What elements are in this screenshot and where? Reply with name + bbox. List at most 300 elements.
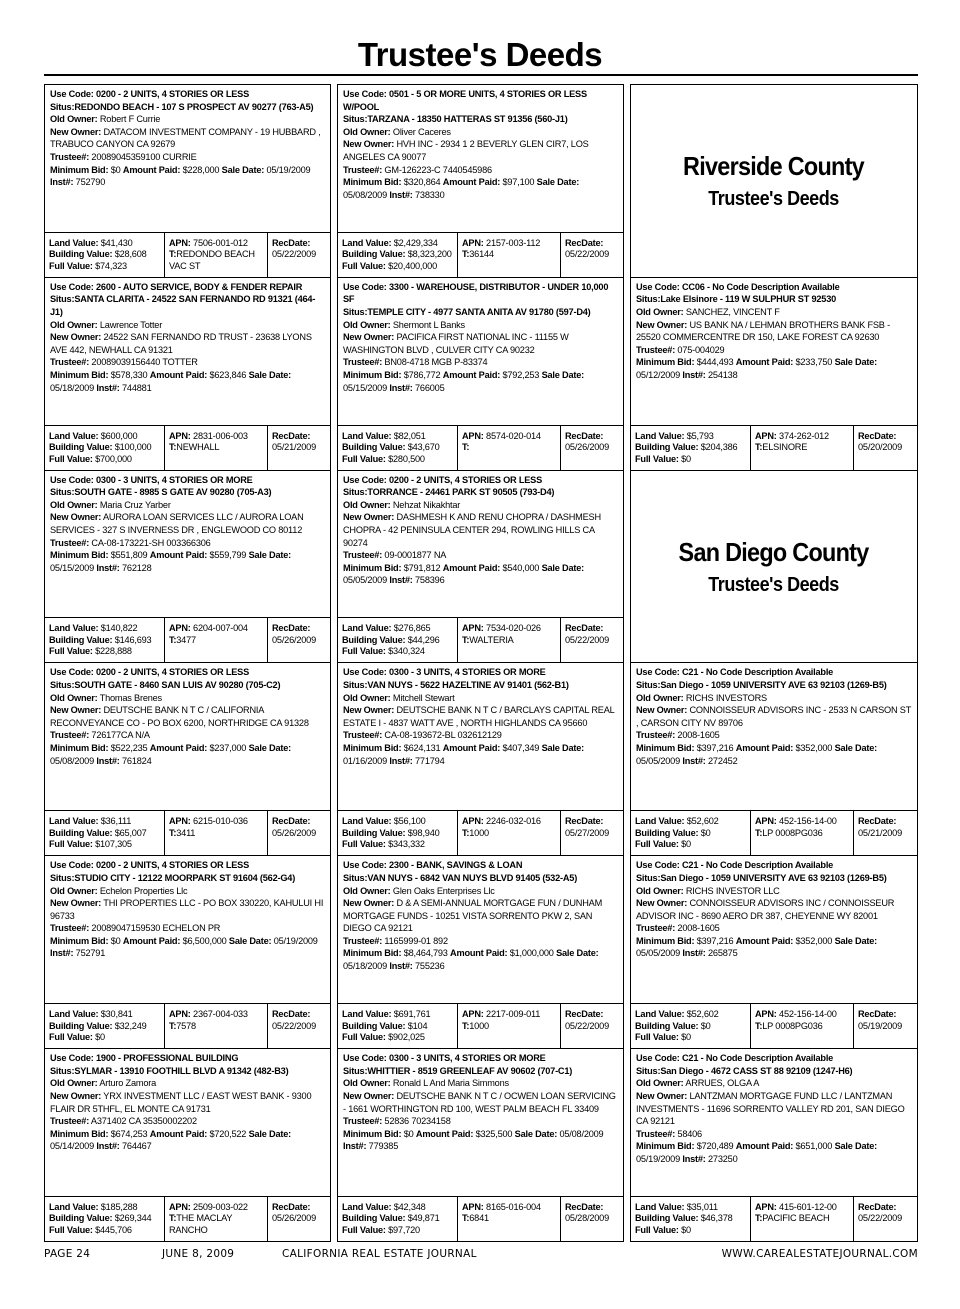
min-bid-value: $720,489	[696, 1141, 734, 1152]
old-owner-label: Old Owner:	[343, 692, 391, 703]
sale-date-label: Sale Date:	[536, 177, 580, 188]
land-value: $41,430	[100, 237, 133, 248]
tract-value: ELSINORE	[762, 442, 808, 453]
recdate-cell	[268, 618, 330, 662]
record-values	[338, 425, 623, 470]
min-bid-value: $674,253	[110, 1128, 148, 1139]
old-owner-value: Mitchell Stewart	[392, 692, 455, 703]
min-bid-value: $0	[110, 935, 121, 946]
values-cell	[45, 426, 165, 470]
recdate-cell	[561, 233, 623, 277]
amount-paid-label: Amount Paid:	[415, 1128, 474, 1139]
trustee-value: 20089045359100 CURRIE	[91, 151, 197, 162]
column-2	[337, 84, 624, 1242]
use-code-value: 2300 - BANK, SAVINGS & LOAN	[389, 860, 523, 871]
new-owner-value: 24522 SAN FERNANDO RD TRUST - 23638 LYONS AVE 442, NEWHALL CA 91321	[50, 332, 312, 355]
record-values	[338, 232, 623, 277]
county-subtitle: Trustee's Deeds	[708, 573, 840, 596]
old-owner-value: ARRUES, OLGA A	[685, 1078, 760, 1089]
old-owner-label: Old Owner:	[636, 885, 684, 896]
record-values	[45, 1003, 330, 1048]
deed-record	[630, 277, 918, 471]
building-value: $49,871	[407, 1213, 440, 1224]
min-bid-label: Minimum Bid:	[343, 1128, 402, 1139]
sale-date-value: 01/16/2009	[343, 755, 387, 766]
use-code-label: Use Code:	[50, 89, 94, 99]
amount-paid-value: $228,000	[182, 164, 220, 175]
recdate-cell	[268, 1004, 330, 1048]
building-value: $46,378	[700, 1213, 733, 1224]
record-details	[338, 471, 623, 618]
full-value-label: Full Value:	[342, 453, 386, 464]
old-owner-label: Old Owner:	[50, 319, 98, 330]
record-details	[45, 85, 330, 232]
use-code-label: Use Code:	[343, 89, 387, 99]
apn-cell	[458, 618, 561, 662]
county-header-riverside	[630, 84, 918, 278]
full-value: $340,324	[388, 646, 425, 657]
new-owner-value: THI PROPERTIES LLC - PO BOX 330220, KAHULUI HI 96733	[50, 898, 324, 921]
old-owner-label: Old Owner:	[343, 499, 391, 510]
min-bid-value: $397,216	[696, 935, 734, 946]
sale-date-label: Sale Date:	[221, 164, 265, 175]
recdate-label: RecDate:	[272, 623, 311, 634]
inst-label: Inst#:	[682, 755, 706, 766]
recdate-value: 05/22/2009	[565, 249, 609, 260]
county-subtitle: Trustee's Deeds	[708, 187, 840, 210]
recdate-cell	[561, 618, 623, 662]
situs-value: TEMPLE CITY - 4977 SANTA ANITA AV 91780 (597-D4)	[367, 307, 591, 318]
use-code-value: C21 - No Code Description Available	[682, 860, 834, 871]
situs-label: Situs:	[343, 114, 368, 125]
sale-date-label: Sale Date:	[834, 357, 878, 368]
min-bid-label: Minimum Bid:	[343, 177, 402, 188]
new-owner-value: DASHMESH K AND RENU CHOPRA / DASHMESH CHOPRA - 42 PENINSULA CENTER 294, ROWLING HILLS CA 90274	[343, 512, 601, 548]
tract-label: T:	[462, 442, 470, 453]
amount-paid-value: $237,000	[209, 743, 247, 754]
values-cell	[338, 233, 458, 277]
building-value: $98,940	[407, 827, 440, 838]
min-bid-value: $624,131	[403, 743, 441, 754]
values-cell	[338, 618, 458, 662]
apn-value: 374-262-012	[779, 430, 829, 441]
record-values	[45, 1196, 330, 1241]
situs-value: STUDIO CITY - 12122 MOORPARK ST 91604 (562-G4)	[74, 872, 296, 883]
sale-date-value: 05/19/2009	[636, 1153, 680, 1164]
situs-label: Situs:	[343, 680, 368, 691]
inst-label: Inst#:	[682, 1153, 706, 1164]
recdate-label: RecDate:	[858, 1009, 897, 1020]
amount-paid-label: Amount Paid:	[442, 743, 501, 754]
building-value-label: Building Value:	[635, 442, 699, 453]
tract-label: T:	[462, 827, 470, 838]
full-value-label: Full Value:	[342, 260, 386, 271]
new-owner-value: YRX INVESTMENT LLC / EAST WEST BANK - 9300 FLAIR DR 5THFL, EL MONTE CA 91731	[50, 1090, 312, 1114]
full-value-label: Full Value:	[49, 839, 93, 850]
sale-date-label: Sale Date:	[834, 935, 878, 946]
amount-paid-label: Amount Paid:	[149, 369, 208, 380]
values-cell	[631, 1004, 751, 1048]
tract-value: THE MACLAY RANCHO	[169, 1213, 233, 1235]
inst-label: Inst#:	[50, 177, 74, 188]
inst-label: Inst#:	[389, 575, 413, 586]
sale-date-label: Sale Date:	[248, 369, 292, 380]
sale-date-value: 05/15/2009	[343, 382, 387, 393]
land-value-label: Land Value:	[49, 430, 99, 441]
land-value-label: Land Value:	[635, 1009, 685, 1020]
apn-cell	[165, 233, 268, 277]
inst-label: Inst#:	[682, 948, 706, 959]
recdate-cell	[268, 811, 330, 855]
situs-value: San Diego - 1059 UNIVERSITY AVE 63 92103 (1269-B5)	[660, 872, 887, 883]
trustee-label: Trustee#:	[636, 344, 676, 355]
apn-value: 2157-003-112	[486, 237, 541, 248]
apn-label: APN:	[462, 816, 484, 827]
column-3	[630, 84, 918, 1242]
tract-value: WALTERIA	[469, 634, 514, 645]
amount-paid-label: Amount Paid:	[735, 1141, 794, 1152]
new-owner-value: DEUTSCHE BANK N T C / BARCLAYS CAPITAL REAL ESTATE I - 4837 WATT AVE , NORTH HIGHLANDS CA 95660	[343, 705, 615, 728]
record-details	[45, 278, 330, 425]
use-code-label: Use Code:	[636, 667, 680, 678]
building-value-label: Building Value:	[49, 634, 113, 645]
recdate-cell	[561, 426, 623, 470]
recdate-label: RecDate:	[565, 1201, 604, 1212]
record-values	[631, 810, 917, 855]
sale-date-value: 05/08/2009	[559, 1128, 604, 1139]
land-value-label: Land Value:	[342, 430, 392, 441]
deed-record	[337, 855, 624, 1049]
new-owner-value: US BANK NA / LEHMAN BROTHERS BANK FSB - 25520 COMMERCENTRE DR 150, LAKE FOREST CA 92630	[636, 319, 890, 343]
use-code-label: Use Code:	[343, 860, 387, 871]
new-owner-label: New Owner:	[50, 1090, 102, 1101]
apn-label: APN:	[169, 237, 191, 248]
tract-value: 1000	[469, 827, 489, 838]
recdate-cell	[268, 1197, 330, 1241]
page-footer	[44, 1248, 918, 1264]
apn-cell	[751, 811, 854, 855]
inst-label: Inst#:	[96, 382, 120, 393]
inst-label: Inst#:	[50, 948, 74, 959]
tract-label: T:	[462, 1020, 470, 1031]
use-code-label: Use Code:	[50, 474, 94, 485]
land-value: $82,051	[393, 430, 426, 441]
county-header-sandiego	[630, 470, 918, 664]
record-details	[45, 471, 330, 618]
sale-date-label: Sale Date:	[248, 550, 292, 561]
trustee-label: Trustee#:	[343, 730, 383, 741]
recdate-label: RecDate:	[565, 816, 604, 827]
sale-date-value: 05/12/2009	[636, 369, 680, 380]
title-rule	[44, 74, 918, 76]
building-value: $0	[700, 1020, 711, 1031]
full-value: $107,305	[95, 839, 132, 850]
min-bid-label: Minimum Bid:	[50, 1128, 109, 1139]
trustee-label: Trustee#:	[50, 1116, 90, 1127]
trustee-label: Trustee#:	[636, 730, 676, 741]
recdate-label: RecDate:	[565, 430, 604, 441]
full-value-label: Full Value:	[49, 260, 93, 271]
record-details	[631, 1049, 917, 1196]
inst-label: Inst#:	[389, 755, 413, 766]
sale-date-value: 05/15/2009	[50, 562, 94, 573]
old-owner-label: Old Owner:	[343, 885, 391, 896]
apn-cell	[165, 1197, 268, 1241]
apn-value: 452-156-14-00	[779, 816, 837, 827]
deed-record	[44, 662, 331, 856]
footer-date: JUNE 8, 2009	[162, 1248, 235, 1260]
use-code-value: 3300 - WAREHOUSE, DISTRIBUTOR - UNDER 10,000 SF	[343, 281, 609, 305]
values-cell	[45, 811, 165, 855]
tract-label: T:	[462, 1213, 470, 1224]
land-value: $2,429,334	[393, 237, 438, 248]
old-owner-label: Old Owner:	[50, 1078, 98, 1089]
land-value-label: Land Value:	[635, 430, 685, 441]
min-bid-value: $522,235	[110, 743, 148, 754]
tract-label: T:	[169, 249, 177, 260]
land-value-label: Land Value:	[49, 816, 99, 827]
amount-paid-label: Amount Paid:	[735, 743, 794, 754]
new-owner-value: CONNOISSEUR ADVISORS INC / CONNOISSEUR ADVISOR INC - 8690 AERO DR 387, CHEYENNE WY 82001	[636, 898, 895, 921]
inst-value: 744881	[122, 382, 152, 393]
land-value-label: Land Value:	[635, 816, 685, 827]
min-bid-label: Minimum Bid:	[343, 948, 402, 959]
min-bid-value: $0	[403, 1128, 414, 1139]
recdate-value: 05/26/2009	[272, 1213, 316, 1224]
building-value-label: Building Value:	[49, 1020, 113, 1031]
trustee-value: 2008-1605	[677, 923, 720, 934]
record-details	[338, 856, 623, 1003]
use-code-label: Use Code:	[50, 281, 94, 292]
situs-label: Situs:	[343, 872, 368, 883]
old-owner-value: Echelon Properties Llc	[99, 885, 188, 896]
land-value-label: Land Value:	[49, 623, 99, 634]
min-bid-value: $551,809	[110, 550, 148, 561]
building-value: $0	[700, 827, 711, 838]
recdate-value: 05/22/2009	[565, 634, 609, 645]
min-bid-label: Minimum Bid:	[343, 369, 402, 380]
building-value: $100,000	[114, 442, 152, 453]
full-value: $0	[681, 839, 691, 850]
full-value-label: Full Value:	[342, 839, 386, 850]
old-owner-label: Old Owner:	[636, 692, 684, 703]
use-code-value: 0200 - 2 UNITS, 4 STORIES OR LESS	[389, 474, 543, 485]
min-bid-value: $578,330	[110, 369, 148, 380]
building-value-label: Building Value:	[342, 249, 406, 260]
old-owner-value: Nehzat Nikakhtar	[392, 499, 461, 510]
land-value: $52,602	[686, 816, 719, 827]
new-owner-value: HVH INC - 2934 1 2 BEVERLY GLEN CIR7, LOS ANGELES CA 90077	[343, 139, 589, 162]
land-value: $36,111	[100, 816, 132, 827]
recdate-cell	[854, 1004, 917, 1048]
apn-value: 8574-020-014	[486, 430, 541, 441]
amount-paid-value: $97,100	[502, 177, 535, 188]
situs-value: REDONDO BEACH - 107 S PROSPECT AV 90277 (763-A5)	[74, 101, 314, 112]
amount-paid-value: $233,750	[795, 357, 833, 368]
record-values	[45, 617, 330, 662]
new-owner-label: New Owner:	[636, 1090, 688, 1101]
min-bid-value: $0	[110, 164, 121, 175]
amount-paid-label: Amount Paid:	[442, 177, 501, 188]
sale-date-label: Sale Date:	[514, 1128, 558, 1139]
min-bid-value: $397,216	[696, 743, 734, 754]
record-details	[631, 278, 917, 425]
old-owner-value: Glen Oaks Enterprises Llc	[392, 885, 495, 896]
situs-label: Situs:	[50, 101, 75, 112]
use-code-value: C21 - No Code Description Available	[682, 1053, 834, 1064]
min-bid-value: $786,772	[403, 369, 441, 380]
tract-value: 6841	[469, 1213, 489, 1224]
footer-website[interactable]: WWW.CAREALESTATEJOURNAL.COM	[721, 1248, 918, 1260]
record-details	[45, 663, 330, 810]
inst-value: 755236	[415, 961, 445, 972]
situs-label: Situs:	[636, 1065, 661, 1076]
apn-value: 6215-010-036	[193, 816, 248, 827]
old-owner-value: Shermont L Banks	[392, 319, 465, 330]
situs-label: Situs:	[50, 487, 75, 498]
sale-date-value: 05/19/2009	[266, 164, 311, 175]
land-value-label: Land Value:	[49, 237, 99, 248]
full-value: $74,323	[95, 260, 127, 271]
amount-paid-value: $540,000	[502, 562, 540, 573]
apn-value: 2367-004-033	[193, 1009, 248, 1020]
record-values	[631, 1196, 917, 1241]
apn-label: APN:	[462, 430, 484, 441]
recdate-value: 05/27/2009	[565, 827, 609, 838]
apn-cell	[458, 811, 561, 855]
recdate-label: RecDate:	[565, 1009, 604, 1020]
full-value: $700,000	[95, 453, 132, 464]
full-value-label: Full Value:	[49, 453, 93, 464]
new-owner-label: New Owner:	[343, 332, 395, 343]
sale-date-label: Sale Date:	[556, 948, 599, 959]
land-value-label: Land Value:	[342, 1009, 392, 1020]
sale-date-value: 05/05/2009	[636, 948, 680, 959]
trustee-value: 52836 70234158	[384, 1116, 451, 1127]
sale-date-label: Sale Date:	[541, 743, 585, 754]
record-values	[45, 425, 330, 470]
situs-label: Situs:	[50, 1065, 75, 1076]
situs-value: VAN NUYS - 6842 VAN NUYS BLVD 91405 (532-A5)	[367, 872, 578, 883]
amount-paid-label: Amount Paid:	[122, 164, 181, 175]
new-owner-label: New Owner:	[50, 898, 102, 909]
record-details	[631, 663, 917, 810]
new-owner-label: New Owner:	[636, 898, 688, 909]
building-value-label: Building Value:	[342, 442, 406, 453]
sale-date-label: Sale Date:	[248, 1128, 292, 1139]
apn-cell	[458, 426, 561, 470]
apn-cell	[458, 233, 561, 277]
tract-value: PACIFIC BEACH	[762, 1213, 830, 1224]
tract-label: T:	[755, 827, 763, 838]
values-cell	[631, 426, 751, 470]
building-value-label: Building Value:	[342, 827, 406, 838]
records-grid	[44, 84, 918, 1242]
tract-label: T:	[755, 1020, 763, 1031]
trustee-label: Trustee#:	[343, 164, 383, 175]
deed-record	[44, 84, 331, 278]
new-owner-label: New Owner:	[636, 705, 688, 716]
apn-value: 7506-001-012	[193, 237, 248, 248]
tract-value: 36144	[469, 249, 494, 260]
apn-label: APN:	[462, 1201, 484, 1212]
values-cell	[45, 1197, 165, 1241]
trustee-value: 726177CA N/A	[91, 730, 150, 741]
situs-value: Lake Elsinore - 119 W SULPHUR ST 92530	[660, 294, 837, 305]
trustee-label: Trustee#:	[636, 923, 676, 934]
deed-record	[44, 277, 331, 471]
amount-paid-label: Amount Paid:	[442, 369, 501, 380]
deed-record	[630, 662, 918, 856]
amount-paid-value: $792,253	[502, 369, 540, 380]
min-bid-label: Minimum Bid:	[343, 743, 402, 754]
new-owner-label: New Owner:	[636, 319, 688, 330]
deed-record	[630, 855, 918, 1049]
new-owner-label: New Owner:	[50, 126, 102, 137]
apn-cell	[165, 618, 268, 662]
building-value: $44,296	[407, 634, 440, 645]
inst-label: Inst#:	[389, 961, 413, 972]
land-value-label: Land Value:	[635, 1201, 685, 1212]
apn-value: 415-601-12-00	[779, 1201, 837, 1212]
full-value: $0	[681, 453, 691, 464]
amount-paid-value: $651,000	[795, 1141, 833, 1152]
full-value: $0	[95, 1032, 105, 1043]
use-code-value: 0200 - 2 UNITS, 4 STORIES OR LESS	[96, 89, 250, 99]
column-1	[44, 84, 331, 1242]
land-value-label: Land Value:	[342, 237, 392, 248]
full-value: $343,332	[388, 839, 425, 850]
amount-paid-value: $559,799	[209, 550, 247, 561]
inst-label: Inst#:	[389, 189, 413, 200]
building-value-label: Building Value:	[49, 827, 113, 838]
inst-value: 272452	[708, 755, 738, 766]
values-cell	[338, 811, 458, 855]
recdate-value: 05/21/2009	[272, 442, 316, 453]
trustee-value: 1165999-01 892	[384, 935, 448, 946]
building-value: $43,670	[407, 442, 440, 453]
trustee-label: Trustee#:	[50, 730, 90, 741]
sale-date-value: 05/19/2009	[273, 935, 318, 946]
amount-paid-label: Amount Paid:	[442, 562, 501, 573]
sale-date-value: 05/08/2009	[50, 755, 94, 766]
situs-label: Situs:	[50, 872, 75, 883]
inst-label: Inst#:	[343, 1141, 367, 1152]
min-bid-label: Minimum Bid:	[343, 562, 402, 573]
recdate-value: 05/22/2009	[858, 1213, 902, 1224]
apn-cell	[165, 1004, 268, 1048]
old-owner-value: SANCHEZ, VINCENT F	[685, 307, 780, 318]
new-owner-value: DEUTSCHE BANK N T C / CALIFORNIA RECONVEYANCE CO - PO BOX 6200, NORTHRIDGE CA 91328	[50, 705, 309, 728]
tract-value: REDONDO BEACH VAC ST	[169, 249, 255, 271]
recdate-label: RecDate:	[565, 623, 604, 634]
apn-label: APN:	[462, 1009, 484, 1020]
use-code-value: 0200 - 2 UNITS, 4 STORIES OR LESS	[96, 860, 250, 871]
use-code-label: Use Code:	[50, 667, 94, 678]
full-value-label: Full Value:	[635, 1032, 679, 1043]
trustee-value: BN08-4718 MGB P-83374	[384, 357, 488, 368]
recdate-label: RecDate:	[858, 430, 897, 441]
trustee-label: Trustee#:	[50, 151, 90, 162]
min-bid-value: $8,464,793	[403, 948, 448, 959]
record-values	[631, 425, 917, 470]
new-owner-label: New Owner:	[343, 705, 395, 716]
apn-label: APN:	[462, 623, 484, 634]
min-bid-label: Minimum Bid:	[50, 550, 109, 561]
apn-label: APN:	[169, 1201, 191, 1212]
tract-value: LP 0008PG036	[762, 1020, 823, 1031]
building-value-label: Building Value:	[49, 249, 113, 260]
